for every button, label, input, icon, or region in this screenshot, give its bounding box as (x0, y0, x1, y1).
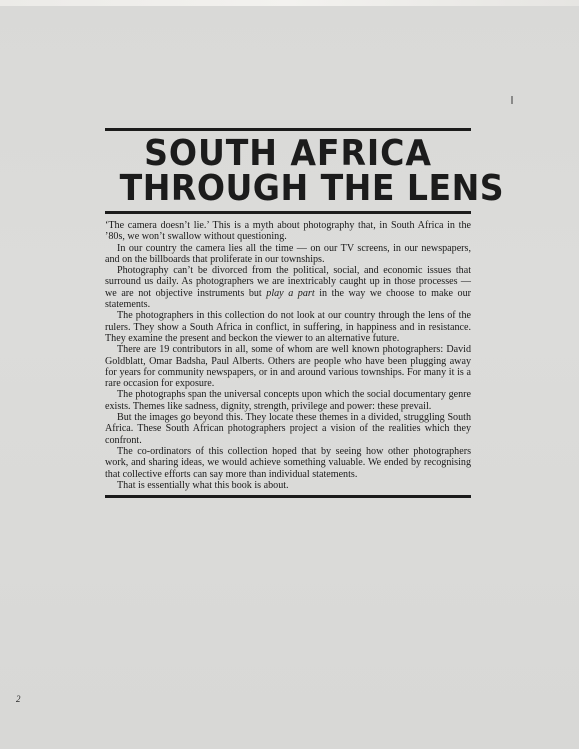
paragraph: The photographers in this collection do not look at our country through the lens of the rulers. They show a South Africa in conflict, in suffering, in happiness and in resistance. They examine the present and beckon the viewer to an alternative future. (105, 310, 471, 344)
paragraph: The co-ordinators of this collection hoped that by seeing how other photographers work, and sharing ideas, we would achieve something valuable. We ended by recognising that collective efforts can say more than individual statements. (105, 445, 471, 480)
top-rule (105, 128, 471, 131)
title-line-1: SOUTH AFRICA (144, 133, 432, 174)
paragraph: ‘The camera doesn’t lie.’ This is a myth about photography that, in South Africa in the ’80s, we won’t swallow without questioning. (105, 220, 471, 243)
paragraph: But the images go beyond this. They locate these themes in a divided, struggling South Africa. These South African photographers project a vision of the realities which they confront. (105, 412, 471, 446)
page-top-edge (0, 0, 579, 6)
page-number: 2 (16, 694, 21, 704)
bottom-rule (105, 495, 471, 498)
article (105, 128, 505, 498)
paragraph: The photographs span the universal concepts upon which the social documentary genre exists. Themes like sadness, dignity, strength, privilege and power: these prevail. (105, 389, 471, 412)
paragraph: There are 19 contributors in all, some of whom are well known photographers: David Goldblatt, Omar Badsha, Paul Alberts. Others are people who have been plugging away for years for community newspapers, or in and around various townships. For many it is a rare occasion for exposure. (105, 344, 471, 390)
scan-speck (511, 96, 513, 104)
paragraph: Photography can’t be divorced from the political, social, and economic issues that surround us daily. As photographers we are inextricably caught up in those processes — we are not objective instruments but play a part in the way we choose to make our statements. (105, 265, 471, 311)
title-rule (105, 211, 471, 214)
italic-phrase: play a part (266, 287, 315, 299)
body-text (105, 220, 471, 491)
title-line-2: THROUGH THE LENS (119, 168, 505, 209)
paragraph: That is essentially what this book is about. (117, 479, 289, 491)
paragraph: In our country the camera lies all the time — on our TV screens, in our newspapers, and on the billboards that proliferate in our townships. (105, 242, 471, 265)
